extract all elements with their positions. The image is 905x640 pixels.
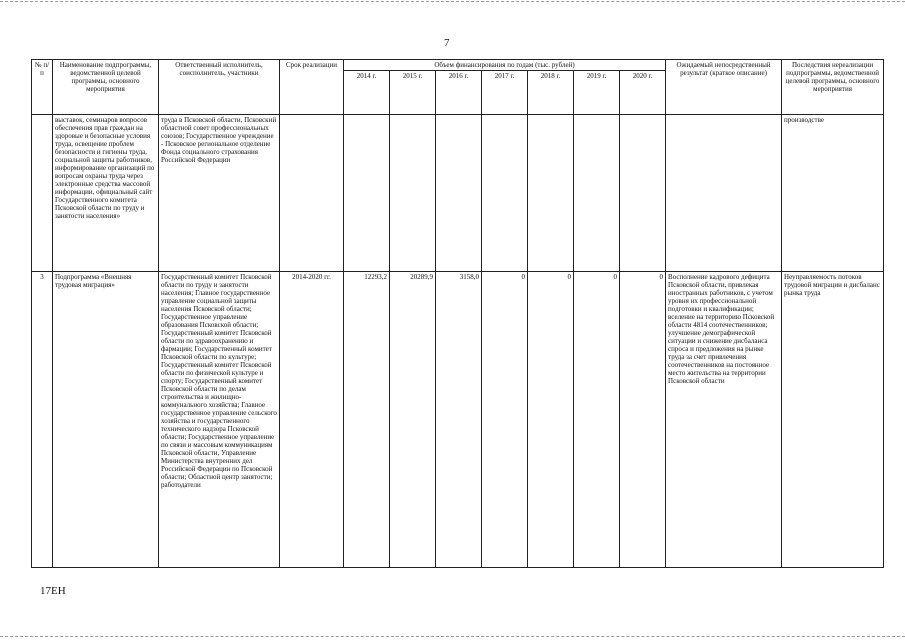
scan-edge-top: [0, 1, 905, 2]
header-year-2019: 2019 г.: [574, 71, 620, 115]
cell-value-2019: [574, 115, 620, 272]
scan-edge-bottom: [0, 636, 905, 637]
cell-result: Восполнение кадрового дефицита Псковской области, привлекая иностранных работников, с учетом уровня их профессиональной подготовки и квалификации; вселение на территорию Псковской области 4814 соотечественников; улучшение демографической ситуации и снижение дисбаланса спроса и предложения на рынке труда за счет привлечения соотечественников на постоянное место жительства на территории Псковской области: [666, 272, 782, 568]
header-year-2018: 2018 г.: [528, 71, 574, 115]
header-result: Ожидаемый непосредственный результат (краткое описание): [666, 60, 782, 115]
header-year-2016: 2016 г.: [436, 71, 482, 115]
header-year-2020: 2020 г.: [620, 71, 666, 115]
header-year-2014: 2014 г.: [344, 71, 390, 115]
page-number: 7: [444, 37, 450, 49]
cell-value-2019: 0: [574, 272, 620, 568]
cell-period: [280, 115, 344, 272]
header-executor: Ответственный исполнитель, соисполнитель, участники: [159, 60, 280, 115]
cell-value-2014: 12293,2: [344, 272, 390, 568]
cell-value-2016: 3158,0: [436, 272, 482, 568]
header-funding: Объем финансирования по годам (тыс. рублей): [344, 60, 666, 71]
header-year-2015: 2015 г.: [390, 71, 436, 115]
cell-value-2015: [390, 115, 436, 272]
header-year-2017: 2017 г.: [482, 71, 528, 115]
cell-value-2018: 0: [528, 272, 574, 568]
cell-value-2016: [436, 115, 482, 272]
header-name: Наименование подпрограммы, ведомственной целевой программы, основного мероприятия: [53, 60, 159, 115]
cell-name: Подпрограмма «Внешняя трудовая миграция»: [53, 272, 159, 568]
cell-value-2014: [344, 115, 390, 272]
header-period: Срок реализации: [280, 60, 344, 115]
cell-value-2018: [528, 115, 574, 272]
table-row: [32, 115, 884, 272]
funding-table: [31, 59, 884, 568]
table-row: [32, 272, 884, 568]
cell-num: 3: [32, 272, 53, 568]
header-consequences: Последствия нереализации подпрограммы, ведомственной целевой программы, основного мероприятия: [782, 60, 884, 115]
cell-value-2020: 0: [620, 272, 666, 568]
cell-name: выставок, семинаров вопросов обеспечения прав граждан на здоровые и безопасные условия труда, освещение проблем безопасности и гигиены труда, социальной защиты работников, информирование организаций по вопросам охраны труда через электронные средства массовой информации, официальный сайт Государственного комитета Псковской области по труду и занятости населения»: [53, 115, 159, 272]
cell-value-2020: [620, 115, 666, 272]
cell-consequences: производстве: [782, 115, 884, 272]
header-row: [32, 60, 884, 71]
cell-value-2017: 0: [482, 272, 528, 568]
cell-value-2017: [482, 115, 528, 272]
footer-code: 17ЕН: [40, 585, 66, 597]
cell-consequences: Неуправляемость потоков трудовой миграции и дисбаланс рынка труда: [782, 272, 884, 568]
cell-executor: труда в Псковской области, Псковский областной совет профессиональных союзов; Государственное учреждение - Псковское региональное отделение Фонда социального страхования Российской Федерации: [159, 115, 280, 272]
cell-period: 2014-2020 гг.: [280, 272, 344, 568]
cell-value-2015: 20289,9: [390, 272, 436, 568]
cell-executor: Государственный комитет Псковской области по труду и занятости населения; Главное государственное управление социальной защиты населения Псковской области; Государственное управление образования Псковской области; Государственный комитет Псковской области по здравоохранению и фармации; Государственный комитет Псковской области по культуре; Государственный комитет Псковской области по физической культуре и спорту; Государственный комитет Псковской области по делам строительства и жилищно-коммунального хозяйства; Главное государственное управление сельского хозяйства и государственного технического надзора Псковской области; Государственное управление по связи и массовым коммуникациям Псковской области, Управление Министерства внутренних дел Российской Федерации по Псковской области; Областной центр занятости; работодатели: [159, 272, 280, 568]
header-num: № п/п: [32, 60, 53, 115]
cell-num: [32, 115, 53, 272]
cell-result: [666, 115, 782, 272]
